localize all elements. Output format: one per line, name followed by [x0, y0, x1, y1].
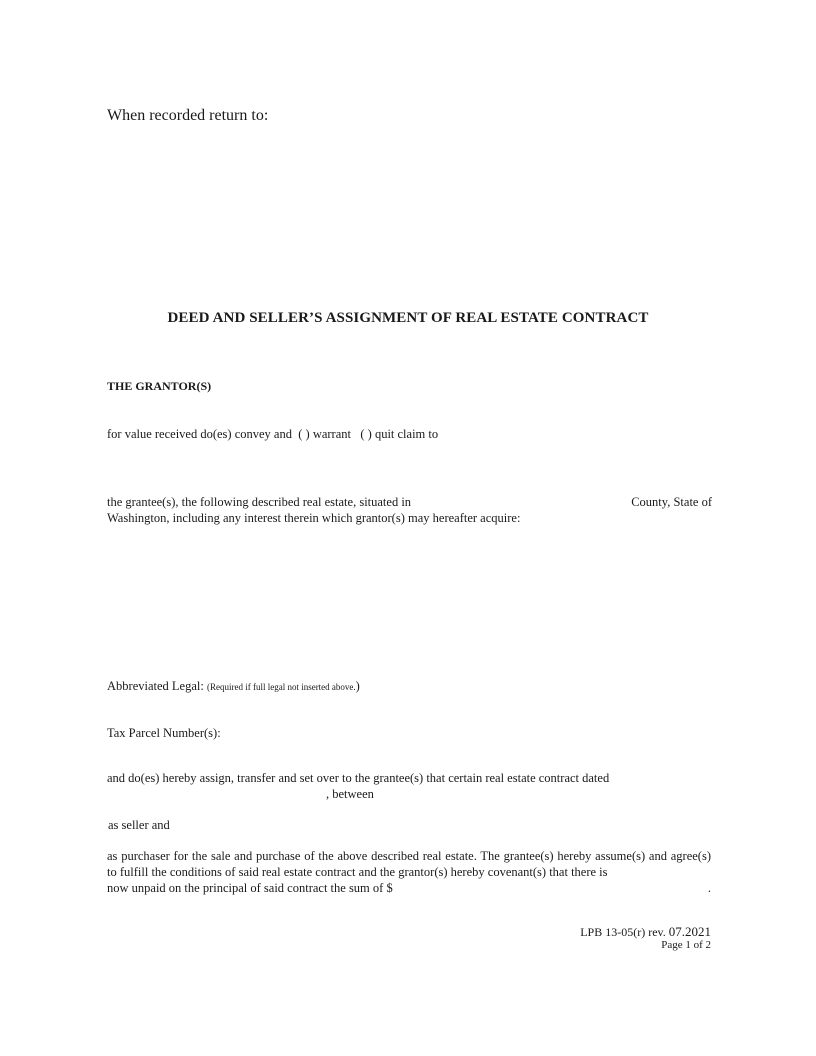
between-text: , between [326, 787, 374, 801]
convey-prefix: for value received do(es) convey and [107, 427, 292, 441]
situated-text: the grantee(s), the following described real estate, situated in [107, 495, 412, 509]
page-number: Page 1 of 2 [661, 939, 711, 951]
purchaser-paragraph [107, 848, 711, 896]
abbreviated-legal-note: (Required if full legal not inserted above. [206, 682, 356, 692]
washington-text: Washington, including any interest therein which grantor(s) may hereafter acquire: [107, 511, 521, 525]
quitclaim-checkbox[interactable]: ( ) [360, 427, 372, 441]
document-title: DEED AND SELLER’S ASSIGNMENT OF REAL ESTATE CONTRACT [167, 310, 649, 326]
form-revision [580, 924, 711, 940]
as-seller-text: as seller and [108, 818, 170, 832]
assignment-line: and do(es) hereby assign, transfer and set over to the grantee(s) that certain real estate contract dated [107, 771, 610, 785]
form-version: 07.2021 [668, 924, 711, 939]
unpaid-sum-text: now unpaid on the principal of said contract the sum of $ [107, 881, 393, 895]
warrant-checkbox[interactable]: ( ) [298, 427, 310, 441]
abbreviated-legal-label: Abbreviated Legal: [107, 679, 204, 693]
quitclaim-label: quit claim to [374, 427, 439, 441]
county-state-text: County, State of [631, 495, 712, 509]
form-id: LPB 13-05(r) rev. [580, 925, 666, 939]
grantor-heading: THE GRANTOR(S) [107, 379, 212, 393]
convey-line [107, 427, 438, 442]
warrant-label: warrant [312, 427, 351, 441]
abbreviated-legal [107, 679, 360, 694]
return-to-label: When recorded return to: [107, 107, 269, 124]
purchaser-paragraph-main: as purchaser for the sale and purchase of the above described real estate. The grantee(s) hereby assume(s) and agree(s) to fulfill the conditions of said real estate contract and the grantor(s) hereby covenant(s) that there is [107, 849, 711, 879]
paragraph-end: . [707, 881, 711, 895]
abbreviated-legal-close: ) [355, 679, 360, 693]
tax-parcel-label: Tax Parcel Number(s): [107, 726, 221, 740]
